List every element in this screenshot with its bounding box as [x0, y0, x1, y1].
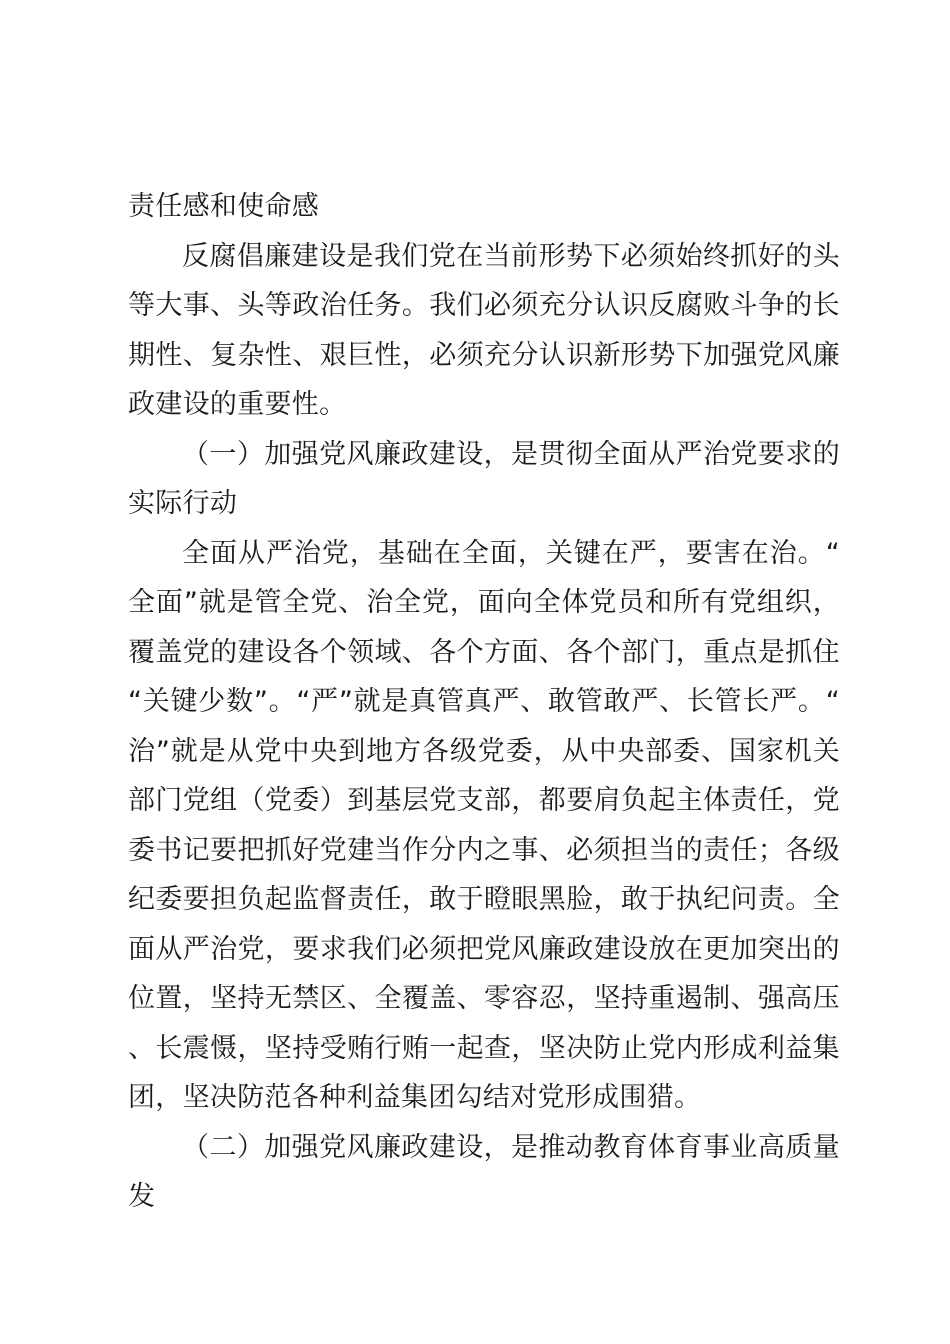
- document-body: [128, 182, 840, 1222]
- section-heading-2: （二）加强党风廉政建设，是推动教育体育事业高质量发: [128, 1131, 840, 1212]
- paragraph-body: 全面从严治党，基础在全面，关键在严，要害在治。“全面”就是管全党、治全党，面向全体党员和所有党组织，覆盖党的建设各个领域、各个方面、各个部门，重点是抓住“关键少数”。“严”就是真管真严、敢管敢严、长管长严。“治”就是从党中央到地方各级党委，从中央部委、国家机关部门党组（党委）到基层党支部，都要肩负起主体责任，党委书记要把抓好党建当作分内之事、必须担当的责任；各级纪委要担负起监督责任，敢于瞪眼黑脸，敢于执纪问责。全面从严治党，要求我们必须把党风廉政建设放在更加突出的位置，坚持无禁区、全覆盖、零容忍，坚持重遏制、强高压、长震慑，坚持受贿行贿一起查，坚决防止党内形成利益集团，坚决防范各种利益集团勾结对党形成围猎。: [128, 537, 840, 1113]
- section-heading-1: （一）加强党风廉政建设，是贯彻全面从严治党要求的实际行动: [128, 438, 840, 519]
- paragraph-continuation: 责任感和使命感: [128, 191, 320, 222]
- paragraph-intro: 反腐倡廉建设是我们党在当前形势下必须始终抓好的头等大事、头等政治任务。我们必须充分认识反腐败斗争的长期性、复杂性、艰巨性，必须充分认识新形势下加强党风廉政建设的重要性。: [128, 240, 840, 420]
